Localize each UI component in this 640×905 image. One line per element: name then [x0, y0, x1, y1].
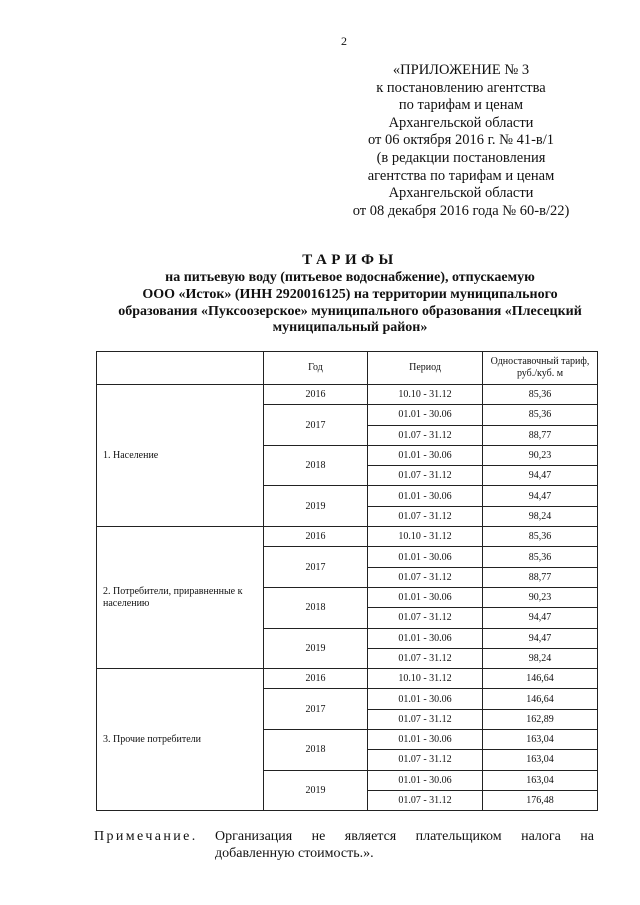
tariff-cell: 85,36 — [483, 527, 598, 547]
period-cell: 10.10 - 31.12 — [368, 669, 483, 689]
period-cell: 01.01 - 30.06 — [368, 770, 483, 790]
period-cell: 01.07 - 31.12 — [368, 466, 483, 486]
period-cell: 01.07 - 31.12 — [368, 750, 483, 770]
tariff-cell: 146,64 — [483, 689, 598, 709]
year-cell: 2017 — [264, 547, 368, 588]
tariff-cell: 85,36 — [483, 385, 598, 405]
appendix-line: агентства по тарифам и ценам — [367, 167, 555, 184]
title-line: муниципальный район» — [272, 320, 428, 336]
tariff-table — [96, 351, 598, 811]
tariff-cell: 90,23 — [483, 445, 598, 465]
tariff-cell: 94,47 — [483, 486, 598, 506]
header-period: Период — [368, 352, 483, 385]
year-cell: 2016 — [264, 527, 368, 547]
header-category — [97, 352, 264, 385]
period-cell: 01.07 - 31.12 — [368, 709, 483, 729]
appendix-header — [330, 62, 592, 220]
tariff-cell: 163,04 — [483, 770, 598, 790]
year-cell: 2019 — [264, 486, 368, 527]
header-year: Год — [264, 352, 368, 385]
consumer-category: 2. Потребители, приравненные к населению — [97, 527, 264, 669]
tariff-cell: 85,36 — [483, 405, 598, 425]
table-row — [97, 527, 598, 547]
period-cell: 01.07 - 31.12 — [368, 425, 483, 445]
tariff-cell: 162,89 — [483, 709, 598, 729]
year-cell: 2019 — [264, 770, 368, 811]
tariff-cell: 88,77 — [483, 425, 598, 445]
year-cell: 2019 — [264, 628, 368, 669]
tariff-cell: 163,04 — [483, 730, 598, 750]
consumer-category: 3. Прочие потребители — [97, 669, 264, 811]
tariff-cell: 146,64 — [483, 669, 598, 689]
title-line: на питьевую воду (питьевое водоснабжение), отпускаемую — [165, 270, 535, 285]
tariff-cell: 85,36 — [483, 547, 598, 567]
tariff-cell: 98,24 — [483, 506, 598, 526]
period-cell: 01.07 - 31.12 — [368, 567, 483, 587]
period-cell: 01.01 - 30.06 — [368, 730, 483, 750]
title-line: образования «Пуксоозерское» муниципального образования «Плесецкий — [118, 303, 582, 319]
period-cell: 01.07 - 31.12 — [368, 506, 483, 526]
period-cell: 01.07 - 31.12 — [368, 648, 483, 668]
year-cell: 2017 — [264, 689, 368, 730]
page-number: 2 — [341, 34, 347, 48]
title-main: ТАРИФЫ — [302, 252, 398, 268]
table-body — [97, 385, 598, 811]
period-cell: 01.01 - 30.06 — [368, 405, 483, 425]
tariff-cell: 94,47 — [483, 628, 598, 648]
year-cell: 2018 — [264, 730, 368, 771]
year-cell: 2016 — [264, 669, 368, 689]
tariff-cell: 88,77 — [483, 567, 598, 587]
period-cell: 01.07 - 31.12 — [368, 790, 483, 810]
year-cell: 2018 — [264, 587, 368, 628]
tariff-cell: 176,48 — [483, 790, 598, 810]
year-cell: 2016 — [264, 385, 368, 405]
year-cell: 2018 — [264, 445, 368, 486]
table-row — [97, 669, 598, 689]
period-cell: 10.10 - 31.12 — [368, 527, 483, 547]
period-cell: 01.01 - 30.06 — [368, 547, 483, 567]
year-cell: 2017 — [264, 405, 368, 446]
document-title — [110, 250, 590, 337]
tariff-cell: 94,47 — [483, 466, 598, 486]
period-cell: 01.07 - 31.12 — [368, 608, 483, 628]
period-cell: 01.01 - 30.06 — [368, 587, 483, 607]
appendix-line: Архангельской области — [388, 185, 534, 202]
tariff-cell: 98,24 — [483, 648, 598, 668]
period-cell: 01.01 - 30.06 — [368, 689, 483, 709]
note-label: Примечание. — [94, 829, 198, 844]
appendix-line: Архангельской области — [388, 114, 534, 131]
appendix-line: от 08 декабря 2016 года № 60-в/22) — [352, 202, 570, 219]
note-text: Организация не является плательщиком налога на добавленную стоимость.». — [215, 829, 594, 861]
table-row — [97, 385, 598, 405]
appendix-line: (в редакции постановления — [376, 149, 546, 166]
appendix-line: по тарифам и ценам — [398, 97, 524, 114]
table-header-row — [97, 352, 598, 385]
period-cell: 01.01 - 30.06 — [368, 445, 483, 465]
period-cell: 01.01 - 30.06 — [368, 486, 483, 506]
title-line: ООО «Исток» (ИНН 2920016125) на территории муниципального — [142, 286, 558, 302]
tariff-cell: 94,47 — [483, 608, 598, 628]
tariff-cell: 163,04 — [483, 750, 598, 770]
period-cell: 10.10 - 31.12 — [368, 385, 483, 405]
header-tariff: Одноставочный тариф, руб./куб. м — [483, 352, 598, 385]
appendix-line: от 06 октября 2016 г. № 41-в/1 — [367, 132, 555, 149]
period-cell: 01.01 - 30.06 — [368, 628, 483, 648]
tariff-cell: 90,23 — [483, 587, 598, 607]
consumer-category: 1. Население — [97, 385, 264, 527]
appendix-line: к постановлению агентства — [376, 79, 546, 96]
appendix-line: «ПРИЛОЖЕНИЕ № 3 — [392, 62, 530, 78]
